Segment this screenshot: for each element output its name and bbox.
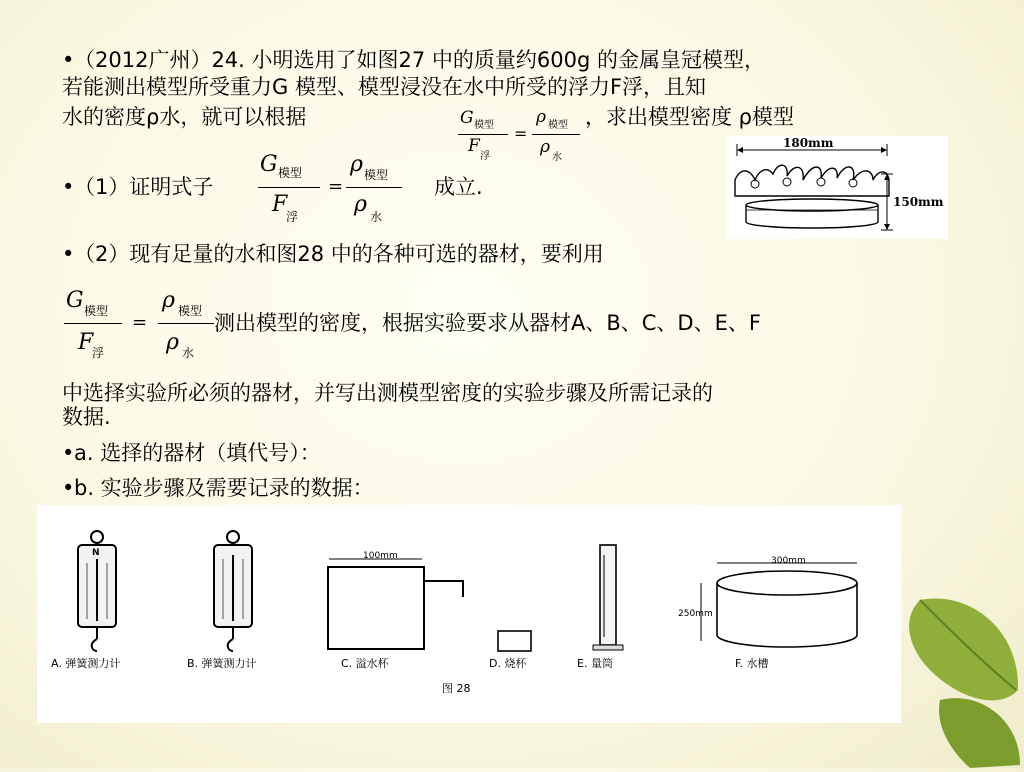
formula-G: G [260, 152, 278, 177]
question-line-2 [62, 74, 706, 100]
part1-line-end [434, 174, 483, 200]
measuring-cylinder [577, 545, 623, 670]
formula-F: F [272, 192, 288, 217]
crown-figure [727, 136, 948, 239]
bullet: • [62, 441, 75, 465]
formula-small-sub: 水 [552, 152, 562, 163]
water-tank [678, 556, 857, 670]
part2-text-c: 中选择实验所必须的器材，并写出测模型密度的实验步骤及所需记录的 [62, 381, 713, 405]
part2-line-b [214, 310, 761, 336]
formula-sub: 模型 [364, 168, 389, 182]
part2-line-d [62, 404, 111, 430]
equipment-label-d: D. 烧杯 [489, 657, 527, 670]
formula-small-rho: ρ [536, 107, 546, 127]
formula-small-sub: 模型 [548, 120, 568, 131]
crown-height-label: 150mm [893, 195, 944, 209]
equipment-label-a: A. 弹簧测力计 [51, 657, 121, 670]
formula-eq: = [328, 176, 344, 197]
part1-text-end: 成立. [434, 175, 483, 199]
part2-text: （2）现有足量的水和图28 中的各种可选的器材，要利用 [74, 242, 604, 266]
scale-letter-a: N [92, 548, 100, 558]
equipment-label-c: C. 溢水杯 [341, 657, 389, 670]
question-line-1 [62, 47, 765, 73]
formula-G: G [66, 288, 84, 313]
bullet: • [62, 242, 75, 266]
crown-width-label: 180mm [783, 136, 834, 150]
part-a-text: a. 选择的器材（填代号）： [74, 441, 321, 465]
part-a-line [62, 440, 321, 466]
part2-text-b: 测出模型的密度，根据实验要求从器材A、B、C、D、E、F [214, 311, 761, 335]
formula-rho: ρ [354, 192, 367, 217]
formula-rho: ρ [350, 152, 363, 177]
formula-small-sub: 浮 [480, 151, 490, 162]
formula-small-rho: ρ [540, 137, 550, 157]
formula-small-F: F [468, 136, 480, 156]
beaker [489, 631, 531, 670]
bullet: • [62, 175, 75, 199]
formula-sub: 模型 [178, 304, 203, 318]
part-b-text: b. 实验步骤及需要记录的数据： [74, 476, 374, 500]
part1-line [62, 174, 213, 200]
spring-scale-b [187, 531, 257, 670]
part-b-line [62, 475, 374, 501]
tank-width-label: 300mm [771, 556, 806, 566]
formula-small-sub: 模型 [474, 120, 494, 131]
question-line-3a [62, 104, 306, 130]
question-text-2: 若能测出模型所受重力G 模型、模型浸没在水中所受的浮力F浮，且知 [62, 75, 707, 99]
cup-width-label: 100mm [363, 551, 398, 561]
question-line-3b [585, 104, 794, 130]
spring-scale-a [51, 531, 120, 670]
formula-sub: 浮 [92, 346, 105, 360]
question-text-3a: 水的密度ρ水，就可以根据 [62, 105, 307, 129]
figure-caption: 图 28 [442, 682, 471, 695]
bullet: • [62, 48, 75, 72]
part2-line [62, 241, 604, 267]
formula-sub: 水 [182, 346, 195, 360]
formula-small-eq: = [514, 124, 528, 143]
formula-eq: = [132, 312, 148, 333]
bullet: • [62, 476, 75, 500]
overflow-cup [328, 551, 463, 670]
formula-small [458, 107, 588, 170]
part1-text: （1）证明式子 [74, 175, 214, 199]
formula-rho: ρ [162, 288, 175, 313]
question-text-1: （2012广州）24. 小明选用了如图27 中的质量约600g 的金属皇冠模型， [74, 48, 765, 72]
formula-sub: 水 [370, 210, 383, 224]
part2-text-d: 数据. [62, 405, 111, 429]
formula-part1 [258, 150, 408, 230]
formula-sub: 模型 [278, 166, 303, 180]
formula-rho: ρ [166, 330, 179, 355]
formula-F: F [78, 330, 94, 355]
formula-sub: 浮 [286, 210, 299, 224]
leaf-decoration [880, 590, 1024, 772]
equipment-label-b: B. 弹簧测力计 [187, 657, 257, 670]
formula-part2 [62, 286, 222, 366]
question-text-3b: ，求出模型密度 ρ模型 [585, 105, 795, 129]
formula-small-G: G [460, 108, 474, 128]
tank-height-label: 250mm [678, 609, 713, 619]
formula-sub: 模型 [84, 304, 109, 318]
part2-line-c [62, 380, 713, 406]
equipment-label-e: E. 量筒 [577, 657, 613, 670]
equipment-label-f: F. 水槽 [735, 657, 769, 670]
figure-28 [37, 505, 901, 723]
